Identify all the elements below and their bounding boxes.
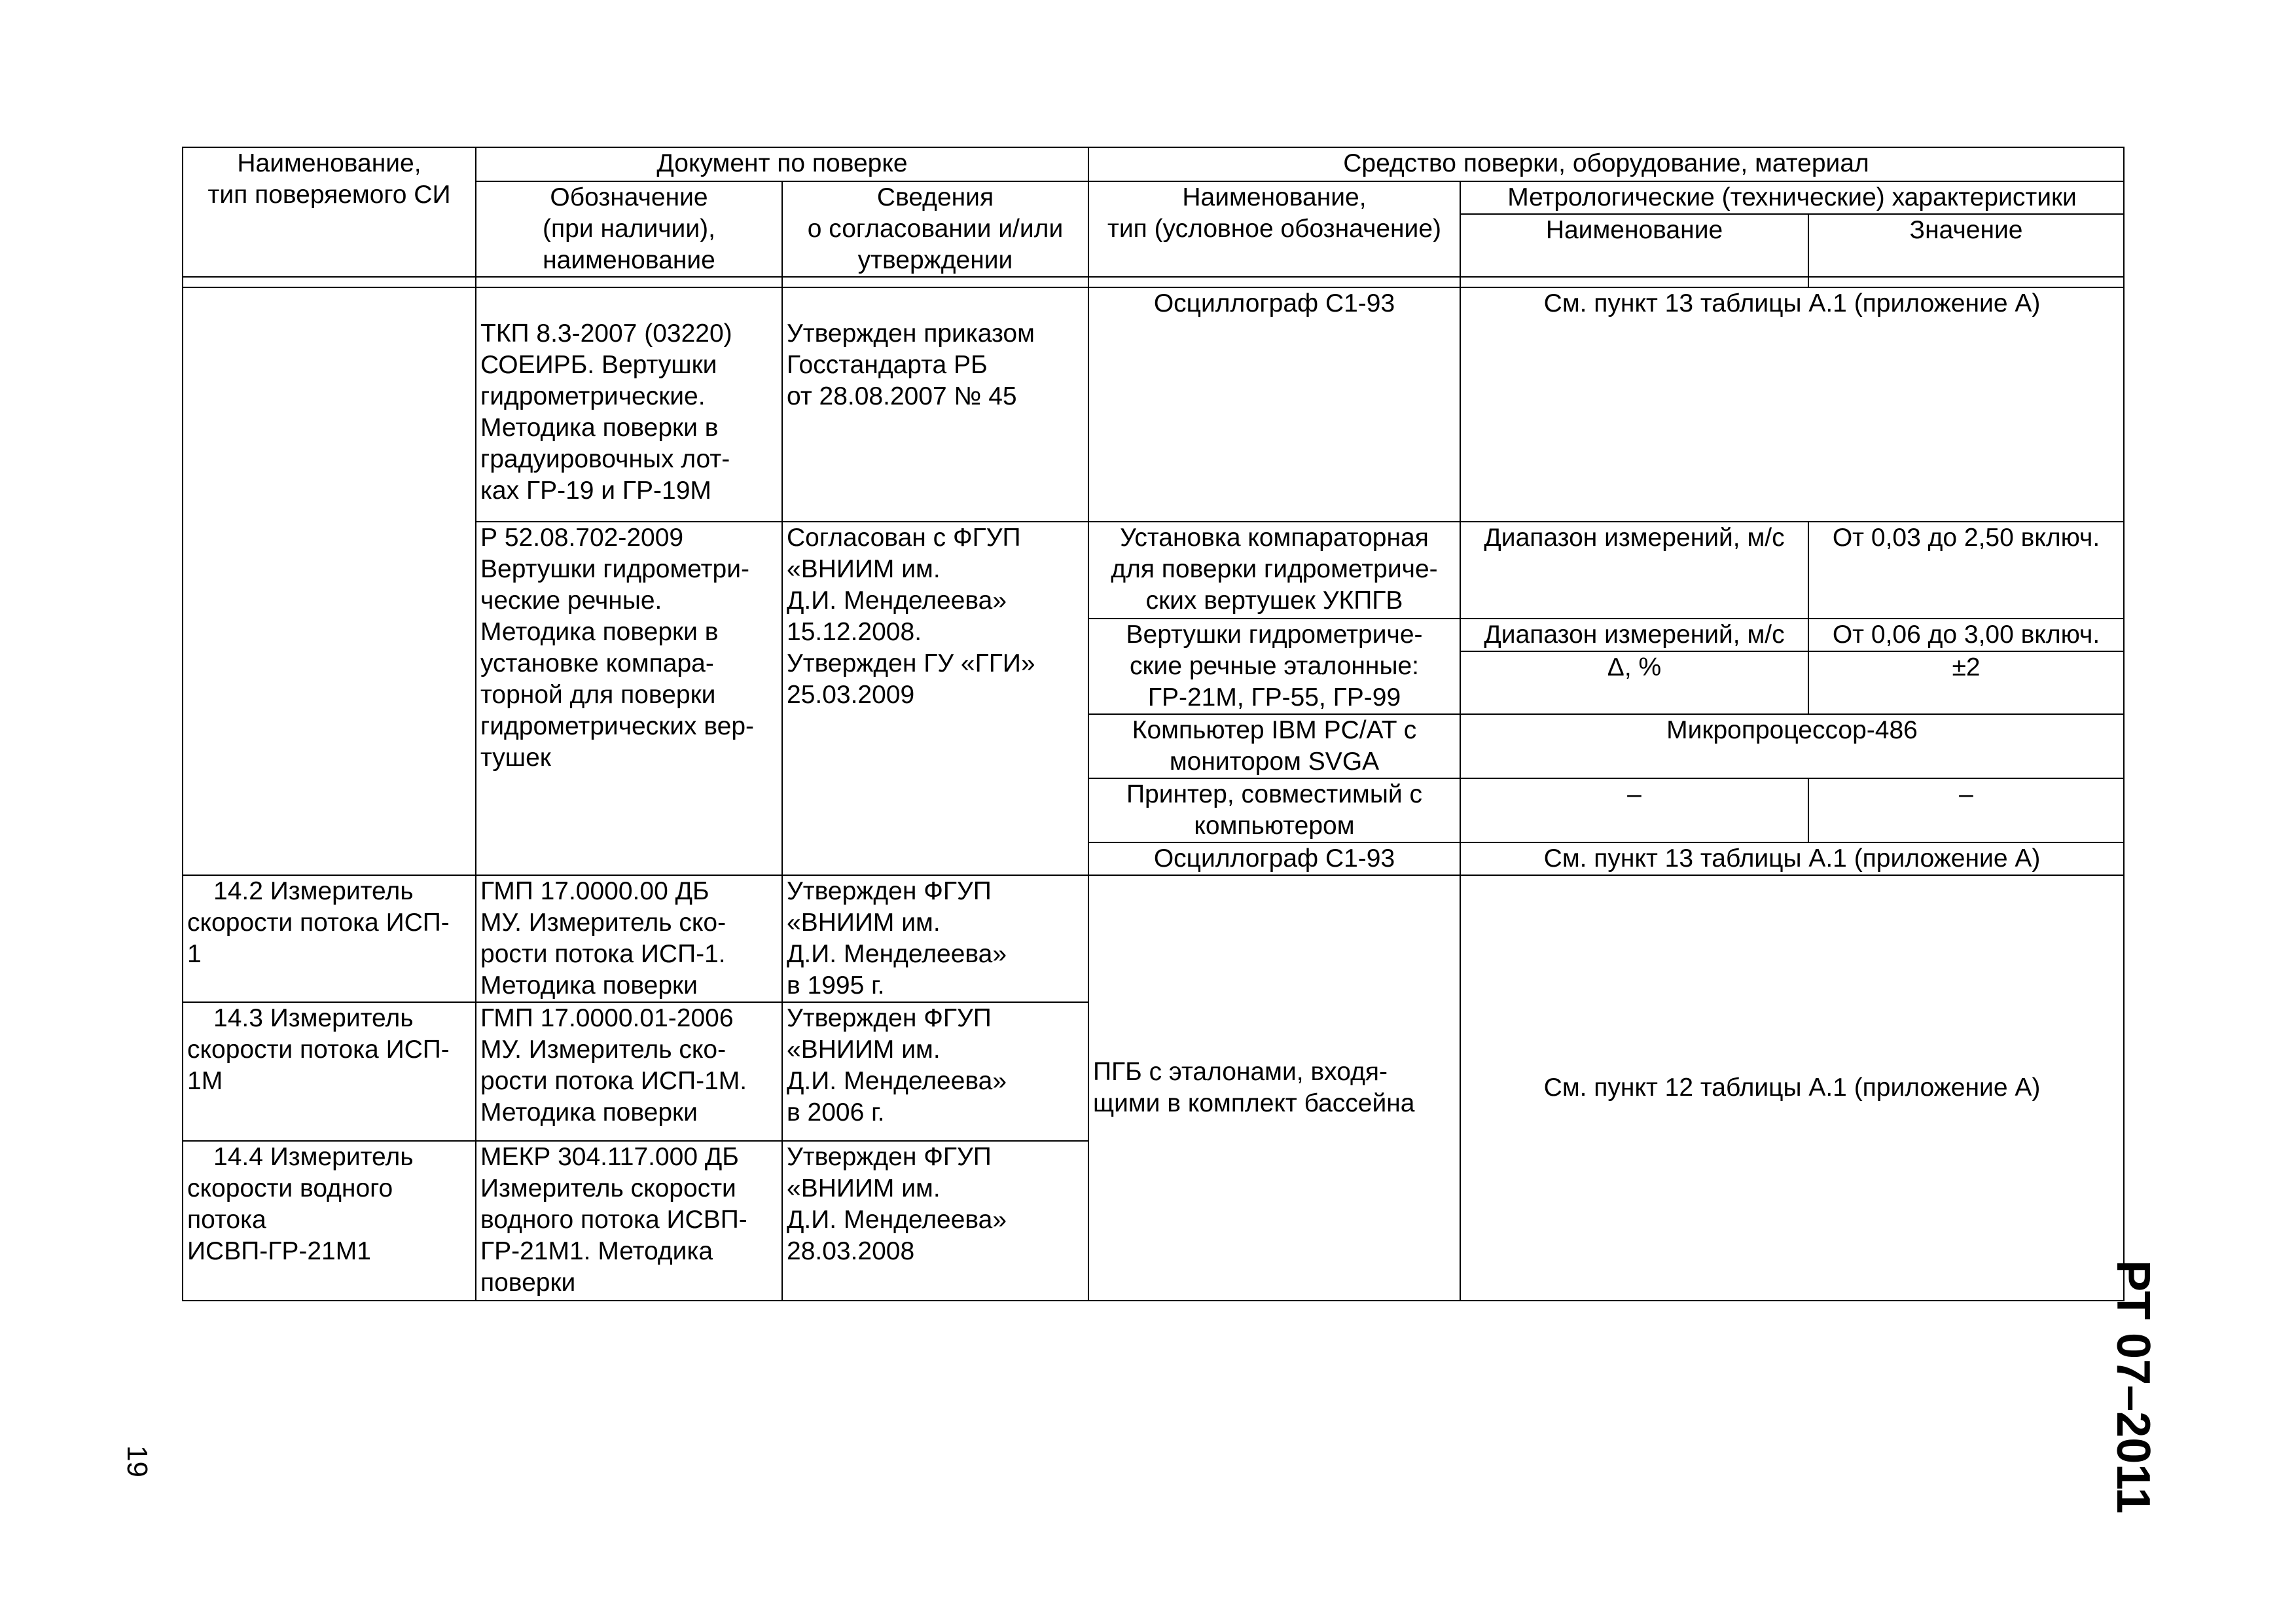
r142-name-cell: 14.2 Измеритель скорости потока ИСП- 1 — [183, 875, 476, 1002]
osc2-ref-cell: См. пункт 13 таблицы А.1 (приложение А) — [1460, 842, 2124, 875]
header-metro-value: Значение — [1808, 214, 2124, 277]
r143-approval-cell: Утвержден ФГУП «ВНИИМ им. Д.И. Менделеева» в 2006 г. — [782, 1002, 1088, 1141]
header-separator — [183, 277, 2124, 287]
header-means-name: Наименование, тип (условное обозначение) — [1088, 181, 1460, 277]
vert-metric1-cell: Диапазон измерений, м/с — [1460, 619, 1808, 651]
tkp-doc-cell: ТКП 8.3-2007 (03220) СОЕИРБ. Вертушки гидрометрические. Методика поверки в градуировочных лот- ках ГР-19 и ГР-19М — [476, 287, 782, 522]
printer-metric-cell: – — [1460, 778, 1808, 842]
r142-doc-cell: ГМП 17.0000.00 ДБ МУ. Измеритель ско- рости потока ИСП-1. Методика поверки — [476, 875, 782, 1002]
printer-value-cell: – — [1808, 778, 2124, 842]
header-doc-designation: Обозначение (при наличии), наименование — [476, 181, 782, 277]
page-number-text: 19 — [121, 1445, 153, 1477]
header-doc-approval: Сведения о согласовании и/или утверждении — [782, 181, 1088, 277]
ukpgv-name-cell: Установка компараторная для поверки гидрометриче- ских вертушек УКПГВ — [1088, 522, 1460, 619]
continued-item-cell — [183, 287, 476, 875]
tkp-approval-cell: Утвержден приказом Госстандарта РБ от 28.08.2007 № 45 — [782, 287, 1088, 522]
osc2-name-cell: Осциллограф С1-93 — [1088, 842, 1460, 875]
header-metro-group: Метрологические (технические) характеристики — [1460, 181, 2124, 214]
vert-metric2-cell: Δ, % — [1460, 651, 1808, 714]
header-col-name: Наименование, тип поверяемого СИ — [183, 147, 476, 277]
header-group-means: Средство поверки, оборудование, материал — [1088, 147, 2124, 181]
r52-approval-cell: Согласован с ФГУП «ВНИИМ им. Д.И. Менделеева» 15.12.2008. Утвержден ГУ «ГГИ» 25.03.2009 — [782, 522, 1088, 875]
osc1-ref-cell: См. пункт 13 таблицы А.1 (приложение А) — [1460, 287, 2124, 522]
r144-doc-cell: МЕКР 304.117.000 ДБ Измеритель скорости водного потока ИСВП- ГР-21М1. Методика поверки — [476, 1141, 782, 1301]
page-number — [122, 1445, 154, 1504]
verification-table — [182, 147, 2125, 1301]
table-row — [183, 287, 2124, 522]
r52-doc-cell: Р 52.08.702-2009 Вертушки гидрометри- ческие речные. Методика поверки в установке компара- торной для поверки гидрометрических вер- тушек — [476, 522, 782, 875]
r144-name-cell: 14.4 Измеритель скорости водного потока ИСВП-ГР-21М1 — [183, 1141, 476, 1301]
ukpgv-value-cell: От 0,03 до 2,50 включ. — [1808, 522, 2124, 619]
vert-value1-cell: От 0,06 до 3,00 включ. — [1808, 619, 2124, 651]
pgb-ref-cell: См. пункт 12 таблицы А.1 (приложение А) — [1460, 875, 2124, 1301]
printer-name-cell: Принтер, совместимый с компьютером — [1088, 778, 1460, 842]
pc-name-cell: Компьютер IBM PC/AT с монитором SVGA — [1088, 714, 1460, 778]
vert-name-cell: Вертушки гидрометриче- ские речные эталонные: ГР-21М, ГР-55, ГР-99 — [1088, 619, 1460, 714]
r143-name-cell: 14.3 Измеритель скорости потока ИСП- 1М — [183, 1002, 476, 1141]
osc1-name-cell: Осциллограф С1-93 — [1088, 287, 1460, 522]
table-row — [183, 875, 2124, 1002]
r143-doc-cell: ГМП 17.0000.01-2006 МУ. Измеритель ско- рости потока ИСП-1М. Методика поверки — [476, 1002, 782, 1141]
header-group-doc: Документ по поверке — [476, 147, 1088, 181]
pgb-name-cell: ПГБ с эталонами, входя- щими в комплект бассейна — [1088, 875, 1460, 1301]
ukpgv-metric-cell: Диапазон измерений, м/с — [1460, 522, 1808, 619]
document-code — [2107, 1260, 2165, 1514]
header-metro-name: Наименование — [1460, 214, 1808, 277]
r142-approval-cell: Утвержден ФГУП «ВНИИМ им. Д.И. Менделеева» в 1995 г. — [782, 875, 1088, 1002]
document-code-text: РТ 07–2011 — [2107, 1260, 2159, 1514]
pc-value-cell: Микропроцессор-486 — [1460, 714, 2124, 778]
vert-value2-cell: ±2 — [1808, 651, 2124, 714]
r144-approval-cell: Утвержден ФГУП «ВНИИМ им. Д.И. Менделеева» 28.03.2008 — [782, 1141, 1088, 1301]
